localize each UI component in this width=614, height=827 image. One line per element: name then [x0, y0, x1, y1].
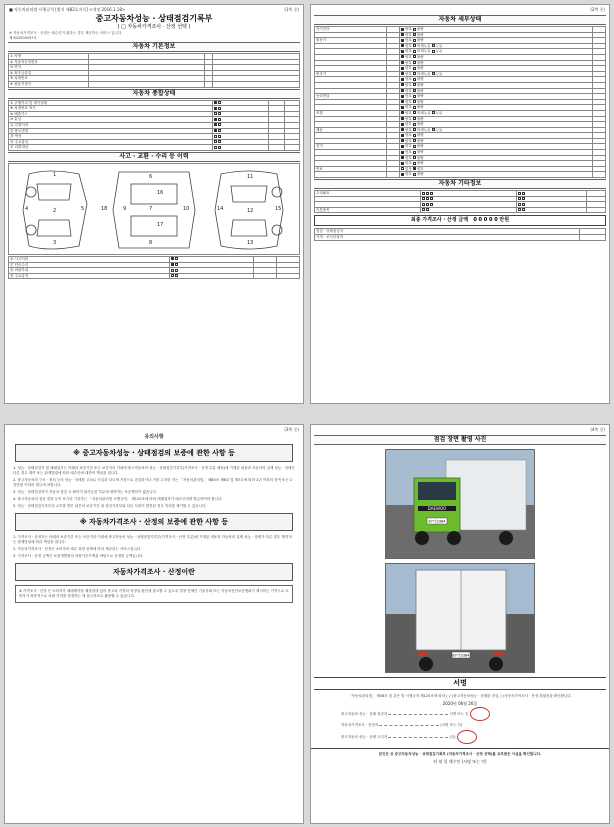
- page-number: (4쪽 중): [590, 427, 605, 432]
- page-subtitle: ( □ 자동차가격조사 · 산정 선택 ): [117, 24, 191, 30]
- truck-brand-text: DAEWOO: [427, 506, 447, 511]
- svg-text:2: 2: [53, 207, 57, 214]
- signer-row: 중고자동차 성능 · 상태 점검자 서명 또는 인: [311, 707, 609, 721]
- svg-text:7: 7: [149, 205, 153, 212]
- diagram-label: 1: [53, 171, 57, 178]
- basic-info-table: [8, 53, 300, 88]
- row-label: ④ 최초등록일: [9, 70, 89, 76]
- svg-text:13: 13: [247, 239, 254, 246]
- form-reference: ■ 자동차관리법 시행규칙 [별지 제82호서식] <개정 2016.1.18>: [9, 7, 126, 12]
- seal-stamp: [457, 730, 477, 744]
- row-label: ⑰ 단순수리: [9, 262, 170, 268]
- svg-text:6: 6: [149, 173, 153, 180]
- form-page-1: [4, 4, 304, 404]
- form-page-3: [4, 424, 304, 824]
- detail-status-table: 자기진단 양호 불량 양호 불량 원동기 양호 불량 양호 미세누유 누유 양호 미세누유 누유 양호 불량 양호 불량 양호 불량 변속기 양호 미세누유 누유 양호 불량 양호 불량 양호 불량 동력전달 양호 불량 양호 불량 양호 불량 조향 양호 미세누유 누유 양호 불량 양호 불량 제동 양호 미세누유 누유 양호 불량 양호 불량 전기 양호 불량 양호 불량 양호 불량 양호 불량 연료 없음 양호 양호 불량: [314, 26, 606, 178]
- signature-statement: 「자동차관리법」 제58조 및 같은 법 시행규칙 제120조에 따라 ( √ )중고자동차성능 · 상태를 점검, ( )자동차가격조사 · 산정 하였음을 확인합니다.: [348, 694, 572, 698]
- svg-text:5: 5: [81, 205, 85, 212]
- row-label: ⑱ 외판부위: [9, 268, 170, 274]
- pricing-definition-title: 자동차가격조사 · 산정이란: [15, 563, 293, 581]
- signature-date: 2020년 06월 26일: [442, 701, 478, 706]
- paragraph: 3. 성능 · 상태점검자가 자동차 점검 시 확인이 불가능한 부분에 대하여는 보증책임이 없습니다.: [13, 490, 158, 494]
- section-accident-history: 사고 · 교환 · 수리 등 이력: [8, 152, 300, 162]
- row-label: ⑪ 특별이력: [9, 122, 213, 128]
- paragraph: 2. 중고자동차의 구조 · 장치 등의 성능 · 상태를 고의로 사실과 다르게 거짓으로 점검하거나 거짓 고지한 자는 「자동차관리법」 제80조 제6호 및 제7호에 따라 2년 이하의 징역 또는 2천만원 이하의 벌금에 처합니다.: [13, 478, 293, 487]
- row-label: 수리필요: [315, 191, 421, 197]
- receipt-statement: 본인은 위 중고자동차성능 · 상태점검기록부 (자동차가격조사 · 산정 선택)를 교부받은 사실을 확인합니다.: [311, 748, 609, 757]
- page-header: [5, 425, 303, 434]
- row-label: ⑬ 색상: [9, 134, 213, 140]
- final-price-label: 최종 가격조사 · 산정 금액: [410, 217, 469, 224]
- svg-text:17: 17: [157, 221, 164, 228]
- row-label: ⑤ 차대번호: [9, 76, 89, 82]
- row-label: ⑭ 주요옵션: [9, 139, 213, 145]
- row-label: ⑧ 차대번호 표기: [9, 106, 213, 112]
- vehicle-diagram: [8, 163, 300, 255]
- paragraph: 2. 자동차가격조사 · 산정은 소비자의 매수 희망 선택에 따라 제공되는 서비스입니다.: [13, 547, 142, 551]
- form-page-2: [310, 4, 610, 404]
- group-label: 조향: [315, 110, 387, 116]
- page-number: (1쪽 중): [284, 7, 299, 12]
- page-header: [5, 5, 303, 14]
- row-label: ⑯ 사고이력: [9, 256, 170, 262]
- group-label: 변속기: [315, 71, 387, 77]
- general-status-table: [8, 100, 300, 151]
- other-info-table: [314, 190, 606, 213]
- document-number: 제 842000097호: [9, 36, 37, 40]
- section-other-info: 자동차 기타정보: [314, 179, 606, 189]
- notice-text: ※ 자동차가격조사 · 산정은 매수인이 원하는 경우 제공하는 서비스 입니다.: [9, 31, 123, 35]
- group-label: 자기진단: [315, 27, 387, 33]
- svg-text:14: 14: [217, 205, 224, 212]
- svg-text:15: 15: [275, 205, 282, 212]
- row-label: ⑦ 주행거리 및 계기상태: [9, 100, 213, 106]
- truck-rear-photo: [385, 563, 535, 673]
- row-label: ① 차명: [9, 54, 89, 60]
- row-label: 가격 · 조사산정자: [315, 235, 580, 241]
- svg-text:18: 18: [101, 205, 108, 212]
- svg-text:16: 16: [157, 189, 164, 196]
- section-photos: 점검 장면 촬영 사진: [314, 435, 606, 445]
- svg-text:3: 3: [53, 239, 57, 246]
- page-header: [311, 425, 609, 434]
- row-label: ⑨ 배출가스: [9, 111, 213, 117]
- page-number: (2쪽 중): [590, 7, 605, 12]
- accident-table: [8, 256, 300, 279]
- row-label: ⑩ 튜닝: [9, 117, 213, 123]
- row-label: ⑥ 원동기형식: [9, 81, 89, 87]
- paragraph: 1. 가격조사 · 산정자는 아래의 보증기간 또는 보증거리 이내에 중고자동차 성능 · 상태점검기록부(가격조사 · 산정 부분)에 기재된 내용과 자동차의 실제 성능 · 상태가 다른 경우 계약 또는 관계법령에 따라 책임을 집니다.: [13, 535, 293, 544]
- license-plate: 87가3384: [428, 519, 446, 524]
- rear-license-plate: 87가3384: [452, 653, 470, 658]
- row-label: ⑫ 용도변경: [9, 128, 213, 134]
- row-label: ② 자동차등록번호: [9, 59, 89, 65]
- receipt-line: 년 월 일 매수인 (서명 또는 인): [433, 759, 487, 764]
- inspector-sign-table: [314, 228, 606, 240]
- warranty-pricing-title: ※ 자동차가격조사 · 산정의 보증에 관한 사항 등: [15, 513, 293, 531]
- row-label: ⑮ 리콜대상: [9, 145, 213, 151]
- svg-text:4: 4: [25, 205, 29, 212]
- final-price-value: 0 0 0 0 0 만원: [473, 217, 510, 224]
- group-label: 원동기: [315, 38, 387, 44]
- signer-row: 중고자동차 성능 · 상태 고지자 (인): [311, 730, 609, 744]
- section-detail-status: 자동차 세부상태: [314, 15, 606, 25]
- row-label: ⑲ 주요골격: [9, 273, 170, 279]
- group-label: 전기: [315, 144, 387, 150]
- section-basic-info: 자동차 기본정보: [8, 42, 300, 52]
- row-label: ③ 연식: [9, 65, 89, 71]
- svg-text:10: 10: [183, 205, 190, 212]
- page-number: (3쪽 중): [284, 427, 299, 432]
- svg-text:8: 8: [149, 239, 153, 246]
- notice-heading: 유의사항: [144, 434, 164, 440]
- group-label: 제동: [315, 127, 387, 133]
- pricing-definition-text: ※ 가격조사 · 산정 은 소비자가 매매계약을 체결함에 있어 중고차 가격의 적정성 판단에 참고할 수 있도록 법정 단체인 기술사회 또는 자동차진단보증협회가 제시하는 가격으로 소비자가 최종적으로 차량 가격을 결정하는 데 참고자료로 활용할 수 있습니다.: [15, 585, 293, 603]
- seal-stamp: [470, 707, 490, 721]
- warranty-inspection-title: ※ 중고자동차성능 · 상태점검의 보증에 관한 사항 등: [15, 444, 293, 462]
- page-title: 중고자동차성능 · 상태점검기록부: [95, 14, 213, 23]
- paragraph: 4. 중고자동차의 점검 결과 등이 표기된 기록부는 「자동차관리법 시행규칙」 제120조에 따라 매매업자가 매수인에게 발급하여야 합니다.: [13, 497, 223, 501]
- row-label: 기본품목: [315, 207, 421, 213]
- form-page-4: [310, 424, 610, 824]
- row-label: 점검 · 상태점검자: [315, 229, 580, 235]
- group-label: 동력전달: [315, 94, 387, 100]
- truck-front-photo: [385, 449, 535, 559]
- signer-row: 자동차가격조사 · 산정자 (서명 또는 인): [341, 723, 463, 727]
- section-general-status: 자동차 종합상태: [8, 89, 300, 99]
- signature-section-title: 서명: [314, 677, 606, 690]
- group-label: 연료: [315, 166, 387, 172]
- final-price-box: [314, 215, 606, 226]
- svg-text:12: 12: [247, 207, 254, 214]
- paragraph: 1. 성능 · 상태점검자 및 매매업자는 아래의 보증기간 또는 보증거리 이내에 중고자동차의 성능 · 상태점검기록부(가격조사 · 산정 부분 제외)에 기재된 내용과 자동차의 실제 성능 · 상태가 다른 경우 계약 또는 관계법령에 따라 매수인에 대하여 책임을 집니다.: [13, 466, 295, 475]
- svg-text:9: 9: [123, 205, 127, 212]
- svg-text:11: 11: [247, 173, 254, 180]
- page-header: [311, 5, 609, 14]
- paragraph: 5. 성능 · 상태점검기록부의 교부를 받은 날부터 보증기간 내 점검기록부와 다른 사항이 발견된 경우 이의를 제기할 수 있습니다.: [13, 504, 207, 508]
- paragraph: 3. 가격조사 · 산정 금액은 보험개발원의 차량기준가액을 바탕으로 산정한 금액입니다.: [13, 554, 144, 558]
